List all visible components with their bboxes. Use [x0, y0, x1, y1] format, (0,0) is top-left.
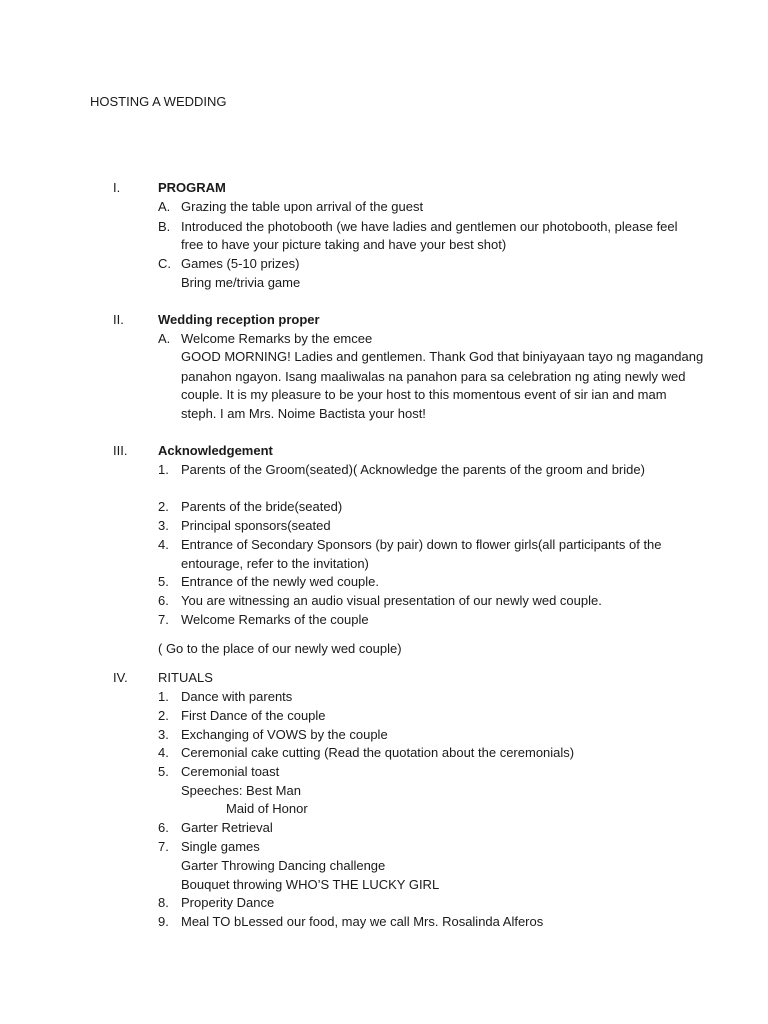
- section-3-item-5-text: Entrance of the newly wed couple.: [181, 574, 380, 589]
- section-4-item-7-label: 7.: [158, 839, 169, 854]
- section-3-heading: Acknowledgement: [158, 443, 273, 458]
- section-2-item-a-label: A.: [158, 331, 171, 346]
- section-2-paragraph-line2: panahon ngayon. Isang maaliwalas na panahon para sa celebration ng ating newly wed: [181, 369, 686, 384]
- section-3-item-7-text: Welcome Remarks of the couple: [181, 612, 369, 627]
- section-3-item-4-line2: entourage, refer to the invitation): [181, 556, 369, 571]
- section-3-number: III.: [113, 443, 128, 458]
- section-4-item-2-text: First Dance of the couple: [181, 708, 326, 723]
- section-3-item-2-text: Parents of the bride(seated): [181, 499, 343, 514]
- section-1-item-c-label: C.: [158, 256, 171, 271]
- section-4-item-1-text: Dance with parents: [181, 689, 293, 704]
- section-4-item-5-text: Ceremonial toast: [181, 764, 280, 779]
- section-1-number: I.: [113, 180, 121, 195]
- section-4-item-3-text: Exchanging of VOWS by the couple: [181, 727, 388, 742]
- section-4-item-5-sub1: Speeches: Best Man: [181, 783, 301, 798]
- section-2-number: II.: [113, 312, 124, 327]
- section-4-item-8-text: Properity Dance: [181, 895, 275, 910]
- section-4-heading: RITUALS: [158, 670, 213, 685]
- section-1-item-b-line2: free to have your picture taking and have your best shot): [181, 237, 507, 252]
- section-2-heading: Wedding reception proper: [158, 312, 320, 327]
- section-4-number: IV.: [113, 670, 128, 685]
- section-3-item-1-label: 1.: [158, 462, 169, 477]
- section-4-item-5-label: 5.: [158, 764, 169, 779]
- section-4-item-4-label: 4.: [158, 745, 169, 760]
- section-4-item-5-sub2: Maid of Honor: [226, 801, 308, 816]
- section-3-item-4-label: 4.: [158, 537, 169, 552]
- section-3-item-3-label: 3.: [158, 518, 169, 533]
- section-2-paragraph-line4: steph. I am Mrs. Noime Bactista your host!: [181, 406, 426, 421]
- section-3-item-7-label: 7.: [158, 612, 169, 627]
- section-1-heading: PROGRAM: [158, 180, 226, 195]
- section-1-item-a-label: A.: [158, 199, 171, 214]
- section-4-item-7-text: Single games: [181, 839, 260, 854]
- section-4-item-9-label: 9.: [158, 914, 169, 929]
- section-2-paragraph-line1: GOOD MORNING! Ladies and gentlemen. Thank God that biniyayaan tayo ng magandang: [181, 349, 704, 364]
- section-2-item-a-text: Welcome Remarks by the emcee: [181, 331, 373, 346]
- section-3-item-6-text: You are witnessing an audio visual presentation of our newly wed couple.: [181, 593, 602, 608]
- section-3-item-4-line1: Entrance of Secondary Sponsors (by pair) down to flower girls(all participants of the: [181, 537, 662, 552]
- section-3-item-1-text: Parents of the Groom(seated)( Acknowledge the parents of the groom and bride): [181, 462, 645, 477]
- section-4-item-9-text: Meal TO bLessed our food, may we call Mrs. Rosalinda Alferos: [181, 914, 544, 929]
- section-4-item-3-label: 3.: [158, 727, 169, 742]
- section-1-item-b-label: B.: [158, 219, 171, 234]
- section-4-item-2-label: 2.: [158, 708, 169, 723]
- section-4-item-7-sub2: Bouquet throwing WHO’S THE LUCKY GIRL: [181, 877, 440, 892]
- section-3-note: ( Go to the place of our newly wed couple): [158, 641, 402, 656]
- section-1-item-a-text: Grazing the table upon arrival of the guest: [181, 199, 424, 214]
- section-3-item-5-label: 5.: [158, 574, 169, 589]
- section-3-item-6-label: 6.: [158, 593, 169, 608]
- section-3-item-2-label: 2.: [158, 499, 169, 514]
- section-4-item-6-text: Garter Retrieval: [181, 820, 273, 835]
- section-1-item-c-line1: Games (5-10 prizes): [181, 256, 300, 271]
- section-4-item-4-text: Ceremonial cake cutting (Read the quotation about the ceremonials): [181, 745, 575, 760]
- document-title: HOSTING A WEDDING: [90, 94, 227, 109]
- section-1-item-b-line1: Introduced the photobooth (we have ladies and gentlemen our photobooth, please feel: [181, 219, 678, 234]
- section-2-paragraph-line3: couple. It is my pleasure to be your host to this momentous event of sir ian and mam: [181, 387, 667, 402]
- section-4-item-8-label: 8.: [158, 895, 169, 910]
- section-4-item-1-label: 1.: [158, 689, 169, 704]
- section-4-item-6-label: 6.: [158, 820, 169, 835]
- section-4-item-7-sub1: Garter Throwing Dancing challenge: [181, 858, 386, 873]
- section-1-item-c-line2: Bring me/trivia game: [181, 275, 301, 290]
- section-3-item-3-text: Principal sponsors(seated: [181, 518, 331, 533]
